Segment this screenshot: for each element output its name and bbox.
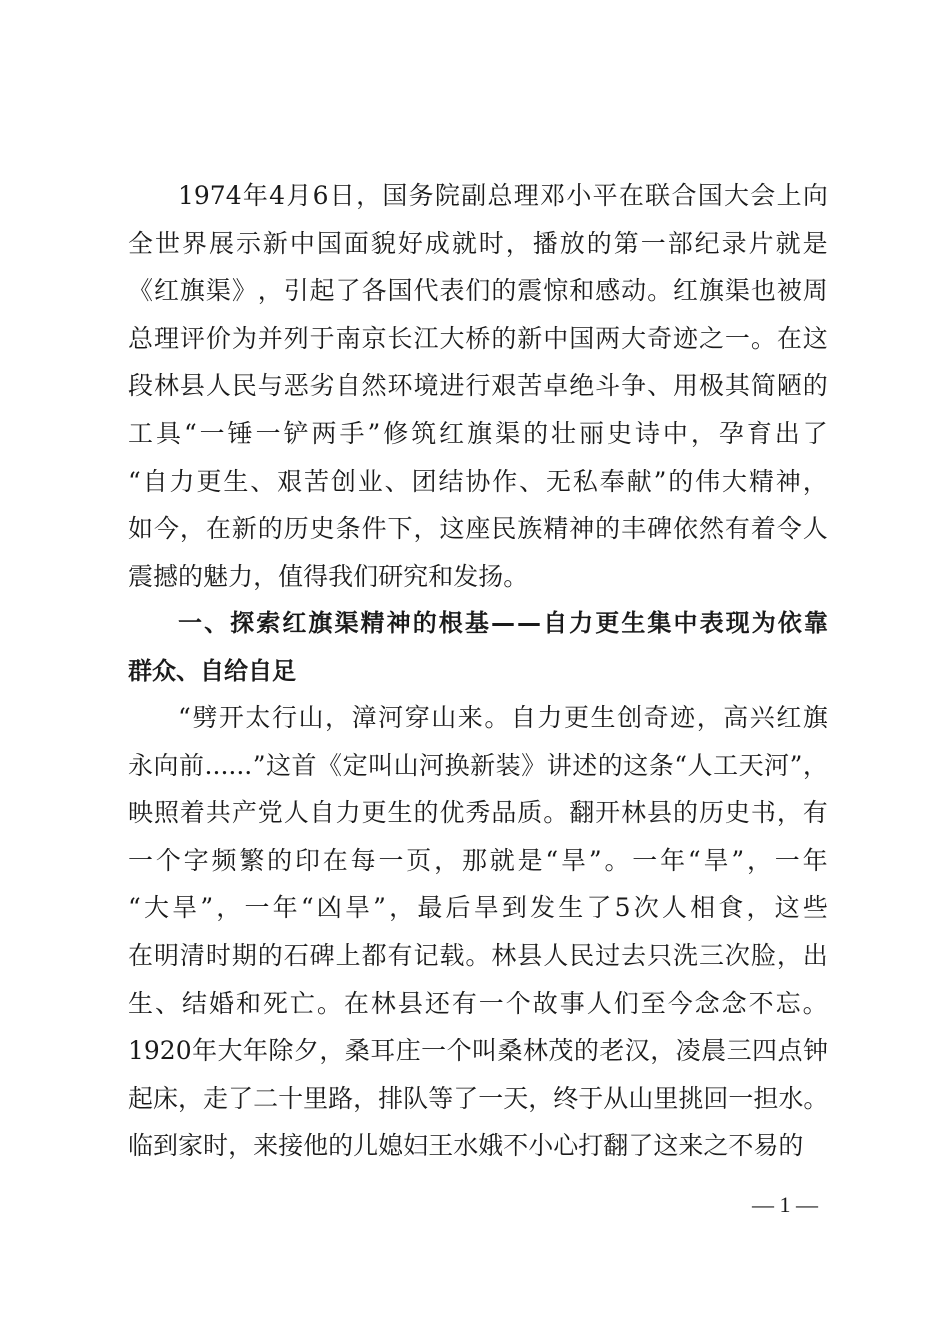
section-heading-line: 一 、 探 索 红 旗 渠 精 神 的 根 基 — — 自 力 更 生 集 中 表 现 为 依 靠 <box>178 609 828 637</box>
paragraph-self-reliance-line: 起 床 ， 走 了 二 十 里 路 ， 排 队 等 了 一 天 ， 终 于 从 山 里 挑 回 一 担 水 。 <box>128 1083 829 1113</box>
paragraph-intro-line: 震 撼 的 魅 力 ， 值 得 我 们 研 究 和 发 扬 。 <box>128 561 529 591</box>
paragraph-self-reliance-line: 永 向 前 ...... ” 这 首 《 定 叫 山 河 换 新 装 》 讲 述 的 这 条 “ 人 工 天 河 ” ， <box>128 750 828 780</box>
paragraph-intro-line: 《 红 旗 渠 》 ， 引 起 了 各 国 代 表 们 的 震 惊 和 感 动 。 红 旗 渠 也 被 周 <box>128 276 828 306</box>
paragraph-self-reliance-line: 一 个 字 频 繁 的 印 在 每 一 页 ， 那 就 是 “ 旱 ” 。 一 年 “ 旱 ” ， 一 年 <box>128 845 828 875</box>
paragraph-self-reliance-line: 1920 年 大 年 除 夕 ， 桑 耳 庄 一 个 叫 桑 林 茂 的 老 汉 ， 凌 晨 三 四 点 钟 <box>128 1036 828 1066</box>
paragraph-self-reliance-line: 临 到 家 时 ， 来 接 他 的 儿 媳 妇 王 水 娥 不 小 心 打 翻 了 这 来 之 不 易 的 <box>128 1131 804 1161</box>
paragraph-self-reliance-line: 生 、 结 婚 和 死 亡 。 在 林 县 还 有 一 个 故 事 人 们 至 今 念 念 不 忘 。 <box>128 988 828 1018</box>
section-heading-line: 群 众 、 自 给 自 足 <box>128 656 296 685</box>
paragraph-self-reliance-line: “ 大 旱 ” ， 一 年 “ 凶 旱 ” ， 最 后 旱 到 发 生 了 5 次 人 相 食 ， 这 些 <box>128 893 828 923</box>
paragraph-intro-line: 1974 年 4 月 6 日 ， 国 务 院 副 总 理 邓 小 平 在 联 合 国 大 会 上 向 <box>178 181 828 210</box>
paragraph-intro-line: 段 林 县 人 民 与 恶 劣 自 然 环 境 进 行 艰 苦 卓 绝 斗 争 、 用 极 其 简 陋 的 <box>128 371 828 401</box>
paragraph-self-reliance-line: 在 明 清 时 期 的 石 碑 上 都 有 记 载 。 林 县 人 民 过 去 只 洗 三 次 脸 ， 出 <box>128 940 828 970</box>
section-heading-1 <box>128 600 828 695</box>
paragraph-intro-line: 全 世 界 展 示 新 中 国 面 貌 好 成 就 时 ， 播 放 的 第 一 部 纪 录 片 就 是 <box>128 228 828 258</box>
page-number: — 1 — <box>752 1192 818 1217</box>
paragraph-intro <box>128 172 828 600</box>
paragraph-intro-line: 工 具 “ 一 锤 一 铲 两 手 ” 修 筑 红 旗 渠 的 壮 丽 史 诗 中 ， 孕 育 出 了 <box>128 418 828 448</box>
paragraph-intro-line: “ 自 力 更 生 、 艰 苦 创 业 、 团 结 协 作 、 无 私 奉 献 ” 的 伟 大 精 神 ， <box>128 466 828 496</box>
paragraph-self-reliance-line: “ 劈 开 太 行 山 ， 漳 河 穿 山 来 。 自 力 更 生 创 奇 迹 ， 高 兴 红 旗 <box>178 703 828 732</box>
paragraph-self-reliance <box>128 694 828 1170</box>
paragraph-intro-line: 总 理 评 价 为 并 列 于 南 京 长 江 大 桥 的 新 中 国 两 大 奇 迹 之 一 。 在 这 <box>128 323 828 353</box>
paragraph-intro-line: 如 今 ， 在 新 的 历 史 条 件 下 ， 这 座 民 族 精 神 的 丰 碑 依 然 有 着 令 人 <box>128 514 828 544</box>
paragraph-self-reliance-line: 映 照 着 共 产 党 人 自 力 更 生 的 优 秀 品 质 。 翻 开 林 县 的 历 史 书 ， 有 <box>128 798 828 828</box>
